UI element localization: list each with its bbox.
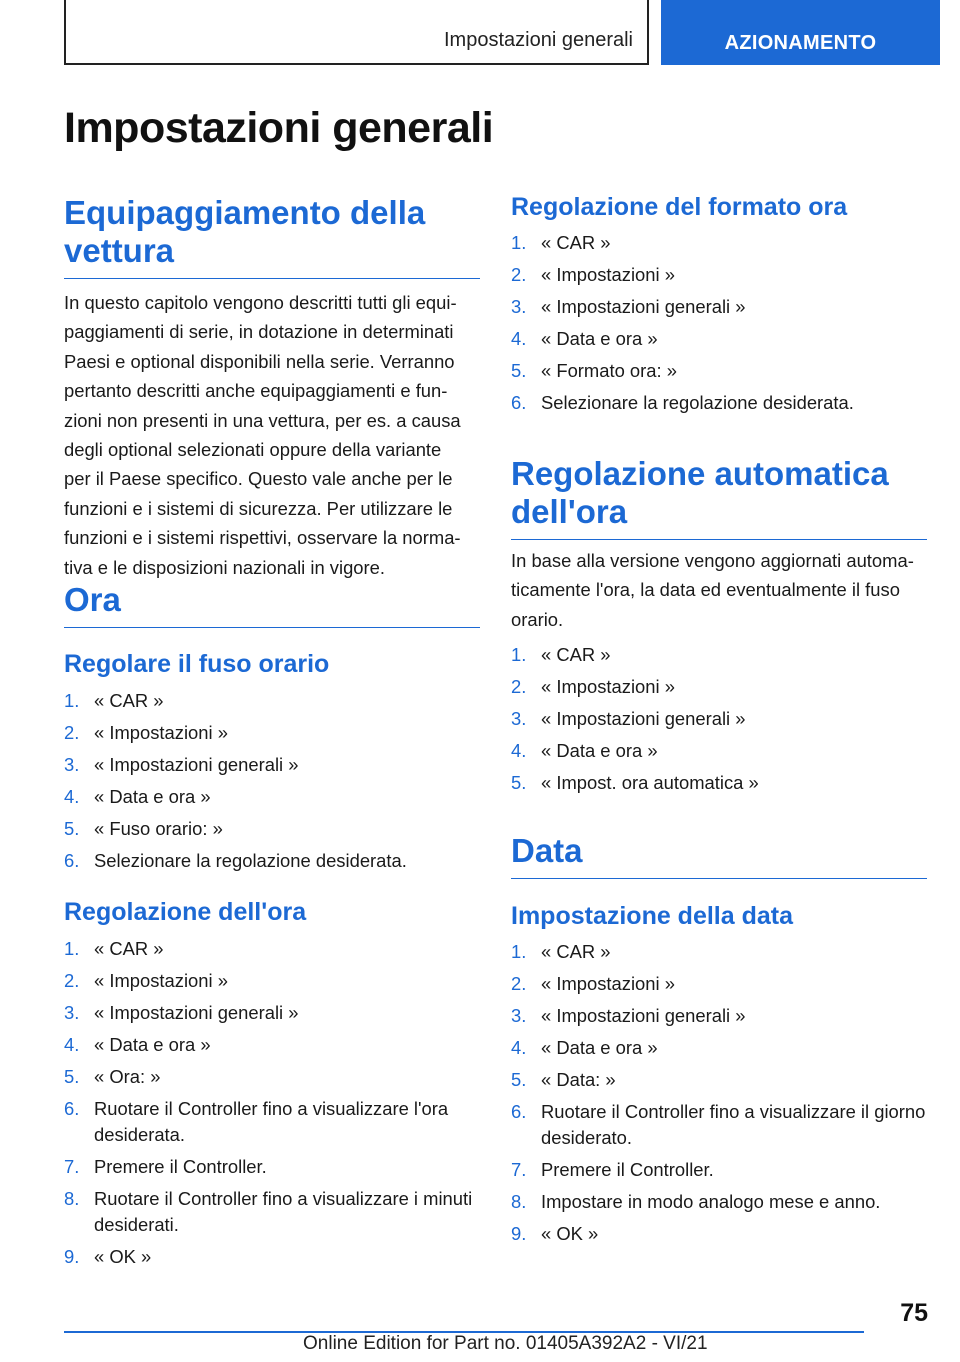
step-number: 8. <box>511 1191 527 1212</box>
step-text: Premere il Controller. <box>94 1156 267 1177</box>
step-text: « Impostazioni » <box>541 676 675 697</box>
step-text: Premere il Controller. <box>541 1159 714 1180</box>
header-chapter-label: AZIONAMENTO <box>724 32 877 54</box>
step-text: « Impostazioni generali » <box>541 1005 746 1026</box>
step-number: 3. <box>64 1002 80 1023</box>
step-item <box>64 1032 482 1058</box>
step-item <box>64 848 482 874</box>
step-item <box>64 816 482 842</box>
step-number: 9. <box>511 1223 527 1244</box>
step-item <box>511 1035 929 1061</box>
step-number: 1. <box>64 690 80 711</box>
step-text: Ruotare il Controller fino a visualizzare i minuti desiderati. <box>94 1188 473 1235</box>
paragraph-line: tiva e le disposizioni nazionali in vigore. <box>64 556 385 578</box>
step-item <box>64 1244 482 1270</box>
page-title: Impostazioni generali <box>64 104 494 152</box>
step-number: 9. <box>64 1246 80 1267</box>
step-number: 4. <box>64 1034 80 1055</box>
step-text: « Data e ora » <box>541 328 658 349</box>
paragraph-line: per il Paese specifico. Questo vale anche per le <box>64 468 453 490</box>
step-number: 3. <box>64 754 80 775</box>
steps-impostazione-data <box>511 939 929 1253</box>
step-item <box>64 1096 482 1148</box>
step-text: « Data e ora » <box>541 1037 658 1058</box>
step-item <box>64 1000 482 1026</box>
step-text: « Fuso orario: » <box>94 818 223 839</box>
header-section-box <box>64 0 649 65</box>
step-text: « OK » <box>541 1223 599 1244</box>
step-number: 2. <box>511 973 527 994</box>
step-item <box>511 1189 929 1215</box>
step-number: 5. <box>64 818 80 839</box>
heading-regolazione-automatica: Regolazione automatica dell'ora <box>511 455 927 540</box>
step-text: « Data: » <box>541 1069 616 1090</box>
heading-formato-ora: Regolazione del formato ora <box>511 193 848 221</box>
step-item <box>511 390 929 416</box>
paragraph-line: Paesi e optional disponibili nella serie. Verranno <box>64 350 455 372</box>
step-text: « Impostazioni generali » <box>94 754 299 775</box>
step-text: « Impostazioni » <box>94 722 228 743</box>
steps-regolazione-automatica <box>511 642 929 802</box>
page-number: 75 <box>900 1299 928 1327</box>
step-text: Selezionare la regolazione desiderata. <box>94 850 407 871</box>
step-item <box>511 642 929 668</box>
step-number: 4. <box>511 740 527 761</box>
step-text: « Ora: » <box>94 1066 161 1087</box>
step-item <box>511 294 929 320</box>
step-item <box>511 971 929 997</box>
step-text: « Impostazioni » <box>541 264 675 285</box>
step-item <box>511 738 929 764</box>
step-text: « CAR » <box>94 690 164 711</box>
step-number: 2. <box>511 676 527 697</box>
step-number: 3. <box>511 708 527 729</box>
step-item <box>511 674 929 700</box>
paragraph-line: orario. <box>511 608 564 630</box>
step-text: « Impostazioni generali » <box>94 1002 299 1023</box>
step-number: 1. <box>511 644 527 665</box>
step-text: « Data e ora » <box>94 1034 211 1055</box>
step-text: « OK » <box>94 1246 152 1267</box>
step-number: 6. <box>64 1098 80 1119</box>
step-number: 2. <box>511 264 527 285</box>
step-number: 5. <box>64 1066 80 1087</box>
step-text: « CAR » <box>541 941 611 962</box>
step-item <box>511 230 929 256</box>
step-item <box>64 1186 482 1238</box>
step-number: 3. <box>511 1005 527 1026</box>
step-text: Ruotare il Controller fino a visualizzare il giorno desiderato. <box>541 1101 926 1148</box>
heading-ora: Ora <box>64 581 480 628</box>
step-text: « Impostazioni » <box>94 970 228 991</box>
paragraph-line: In questo capitolo vengono descritti tutti gli equi- <box>64 292 457 313</box>
step-number: 4. <box>64 786 80 807</box>
step-text: « Impostazioni » <box>541 973 675 994</box>
steps-fuso-orario <box>64 688 482 880</box>
step-number: 7. <box>511 1159 527 1180</box>
step-item <box>64 720 482 746</box>
step-item <box>511 262 929 288</box>
heading-equipaggiamento: Equipaggiamento della vettura <box>64 194 480 279</box>
paragraph-line: funzioni e i sistemi rispettivi, osservare la norma- <box>64 527 461 549</box>
heading-impostazione-data: Impostazione della data <box>511 902 794 930</box>
step-number: 1. <box>511 941 527 962</box>
step-item <box>64 752 482 778</box>
step-number: 5. <box>511 360 527 381</box>
step-item <box>64 936 482 962</box>
step-item <box>64 1154 482 1180</box>
step-text: « Impostazioni generali » <box>541 296 746 317</box>
step-text: « Formato ora: » <box>541 360 677 381</box>
intro-paragraph <box>64 288 482 582</box>
heading-fuso-orario: Regolare il fuso orario <box>64 650 330 678</box>
steps-regolazione-ora <box>64 936 482 1276</box>
step-item <box>511 358 929 384</box>
step-text: « CAR » <box>94 938 164 959</box>
paragraph-line: pertanto descritti anche equipaggiamenti e fun- <box>64 380 448 402</box>
step-item <box>511 1067 929 1093</box>
step-item <box>511 1099 929 1151</box>
step-number: 4. <box>511 328 527 349</box>
paragraph-line: degli optional selezionati oppure della variante <box>64 439 442 461</box>
step-item <box>511 770 929 796</box>
paragraph-line: paggiamenti di serie, in dotazione in determinati <box>64 321 454 343</box>
step-text: Ruotare il Controller fino a visualizzare l'ora desiderata. <box>94 1098 449 1145</box>
step-number: 1. <box>64 938 80 959</box>
step-number: 6. <box>511 1101 527 1122</box>
paragraph-line: zioni non presenti in una vettura, per es. a causa <box>64 409 461 431</box>
step-number: 1. <box>511 232 527 253</box>
step-item <box>511 706 929 732</box>
header-chapter-tab <box>661 0 940 65</box>
step-number: 6. <box>511 392 527 413</box>
step-item <box>511 1003 929 1029</box>
step-item <box>64 968 482 994</box>
step-number: 2. <box>64 970 80 991</box>
step-item <box>64 784 482 810</box>
step-item <box>64 688 482 714</box>
footer-edition-text: Online Edition for Part no. 01405A392A2 - VI/21 <box>303 1333 708 1354</box>
step-number: 5. <box>511 1069 527 1090</box>
step-number: 8. <box>64 1188 80 1209</box>
step-number: 7. <box>64 1156 80 1177</box>
step-item <box>511 326 929 352</box>
step-text: « Impostazioni generali » <box>541 708 746 729</box>
paragraph-line: In base alla versione vengono aggiornati automa- <box>511 550 914 571</box>
step-number: 3. <box>511 296 527 317</box>
step-number: 5. <box>511 772 527 793</box>
header-section-title: Impostazioni generali <box>444 29 633 51</box>
step-text: « Data e ora » <box>541 740 658 761</box>
step-item <box>511 1157 929 1183</box>
steps-formato-ora <box>511 230 929 422</box>
step-text: « Data e ora » <box>94 786 211 807</box>
step-text: « Impost. ora automatica » <box>541 772 759 793</box>
step-text: « CAR » <box>541 232 611 253</box>
paragraph-line: ticamente l'ora, la data ed eventualmente il fuso <box>511 579 900 601</box>
heading-regolazione-ora: Regolazione dell'ora <box>64 898 307 926</box>
step-text: Impostare in modo analogo mese e anno. <box>541 1191 881 1212</box>
auto-paragraph <box>511 546 929 634</box>
step-text: Selezionare la regolazione desiderata. <box>541 392 854 413</box>
step-text: « CAR » <box>541 644 611 665</box>
step-item <box>511 939 929 965</box>
step-item <box>64 1064 482 1090</box>
paragraph-line: funzioni e i sistemi di sicurezza. Per utilizzare le <box>64 497 453 519</box>
heading-data: Data <box>511 832 927 879</box>
step-number: 2. <box>64 722 80 743</box>
step-item <box>511 1221 929 1247</box>
step-number: 4. <box>511 1037 527 1058</box>
step-number: 6. <box>64 850 80 871</box>
